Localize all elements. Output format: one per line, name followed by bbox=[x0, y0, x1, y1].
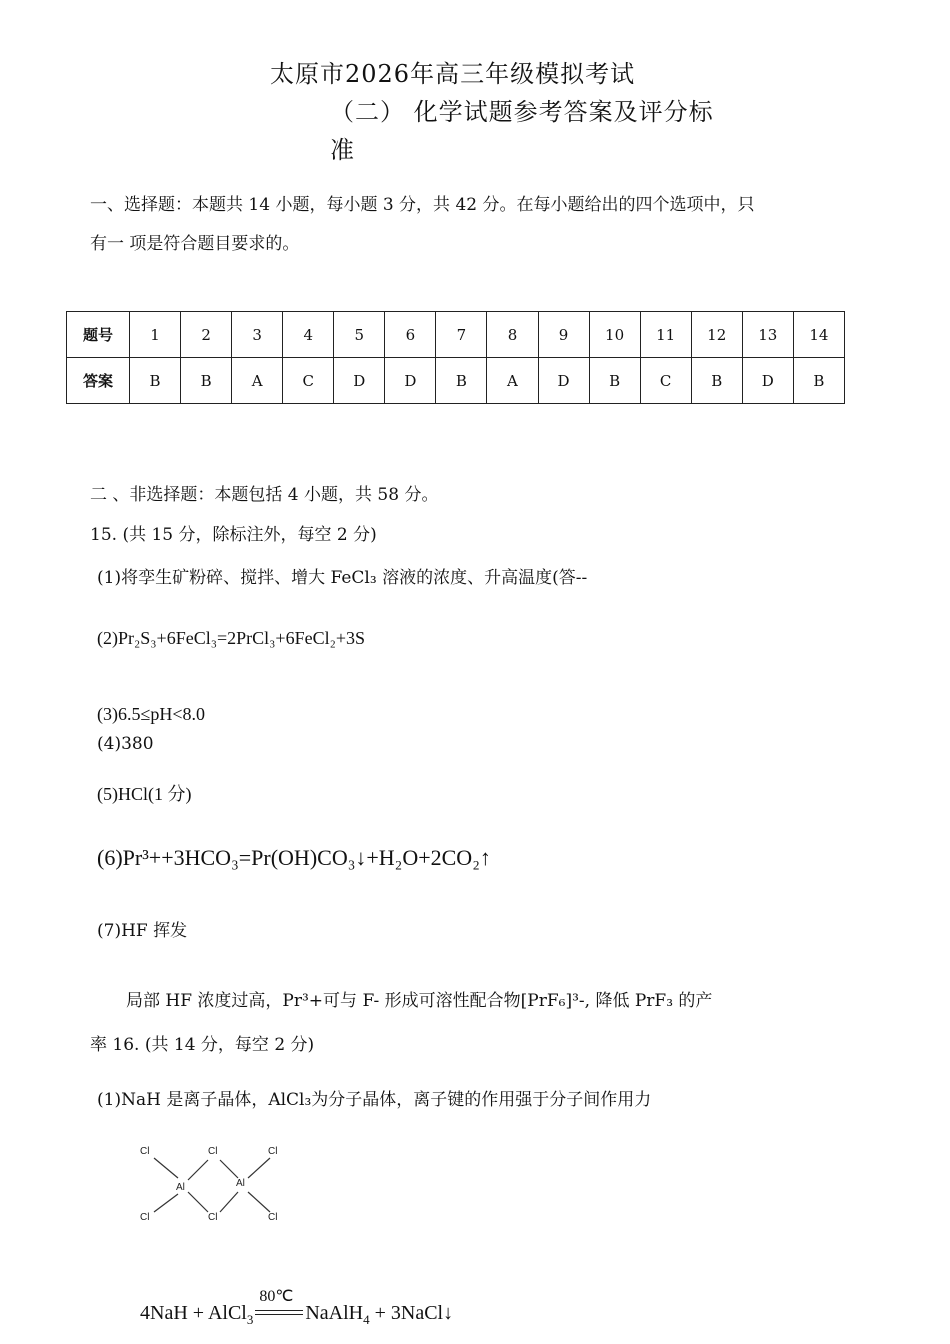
q15-answer-6: (6)Pr³++3HCO₃=Pr(OH)CO₃↓+H₂O+2CO₂↑ bbox=[97, 845, 491, 870]
equation-left-subscript: 3 bbox=[246, 1312, 254, 1327]
table-cell: 2 bbox=[181, 312, 232, 358]
equation-right: NaAlH bbox=[305, 1302, 364, 1324]
table-cell: B bbox=[436, 358, 487, 404]
section1-line1: 一、选择题：本题共 14 小题，每小题 3 分，共 42 分。在每小题给出的四个选项中，只 bbox=[90, 195, 755, 215]
table-cell: 9 bbox=[538, 312, 589, 358]
cl-label: Cl bbox=[140, 1146, 150, 1157]
table-cell: D bbox=[334, 358, 385, 404]
table-cell: D bbox=[385, 358, 436, 404]
equation-left: 4NaH + AlCl bbox=[140, 1302, 247, 1324]
table-header-answer: 答案 bbox=[67, 358, 130, 404]
table-cell: B bbox=[589, 358, 640, 404]
answer-table bbox=[66, 311, 845, 404]
table-cell: 14 bbox=[793, 312, 844, 358]
equation-right-subscript: 4 bbox=[363, 1312, 370, 1327]
cl-label: Cl bbox=[140, 1212, 150, 1223]
cl-label: Cl bbox=[208, 1212, 218, 1223]
table-cell: D bbox=[538, 358, 589, 404]
section2-heading: 二 、非选择题：本题包括 4 小题，共 58 分。 bbox=[90, 485, 439, 505]
table-cell: C bbox=[640, 358, 691, 404]
reaction-equation bbox=[140, 1288, 454, 1328]
q15-answer-2: (2)Pr₂S₃+6FeCl₃=2PrCl₃+6FeCl₂+3S bbox=[97, 628, 366, 648]
table-cell: 12 bbox=[691, 312, 742, 358]
table-cell: 6 bbox=[385, 312, 436, 358]
table-cell: B bbox=[691, 358, 742, 404]
q16-heading: 率 16. (共 14 分，每空 2 分) bbox=[90, 1035, 315, 1055]
table-cell: 10 bbox=[589, 312, 640, 358]
al2cl6-structure-diagram bbox=[130, 1138, 300, 1230]
al-label: Al bbox=[176, 1182, 185, 1193]
table-cell: D bbox=[742, 358, 793, 404]
q15-answer-7: (7)HF 挥发 bbox=[97, 921, 188, 941]
q15-heading: 15. (共 15 分，除标注外，每空 2 分) bbox=[90, 525, 377, 545]
table-cell: 5 bbox=[334, 312, 385, 358]
table-cell: A bbox=[487, 358, 538, 404]
q16-answer-1: (1)NaH 是离子晶体，AlCl₃为分子晶体，离子键的作用强于分子间作用力 bbox=[97, 1090, 652, 1110]
al-label: Al bbox=[236, 1178, 245, 1189]
equation-arrow bbox=[255, 1288, 303, 1324]
q15-answer-7-explanation: 局部 HF 浓度过高，Pr³+可与 F- 形成可溶性配合物[PrF₆]³-, 降低 PrF₃ 的产 bbox=[126, 991, 713, 1011]
table-header-number: 题号 bbox=[67, 312, 130, 358]
table-cell: 8 bbox=[487, 312, 538, 358]
table-cell: 1 bbox=[130, 312, 181, 358]
page-title-line2: （二） 化学试题参考答案及评分标 bbox=[330, 98, 714, 126]
page-title-line1: 太原市2026年高三年级模拟考试 bbox=[270, 60, 636, 88]
equation-right2: + 3NaCl↓ bbox=[369, 1302, 454, 1324]
q15-answer-4: (4)380 bbox=[97, 734, 154, 754]
table-cell: 13 bbox=[742, 312, 793, 358]
table-cell: B bbox=[181, 358, 232, 404]
q15-answer-3: (3)6.5≤pH<8.0 bbox=[97, 704, 206, 724]
q15-answer-1: (1)将孪生矿粉碎、搅拌、增大 FeCl₃ 溶液的浓度、升高温度(答-- bbox=[97, 568, 588, 588]
table-cell: A bbox=[232, 358, 283, 404]
page-title-line3: 准 bbox=[330, 136, 355, 164]
table-cell: B bbox=[130, 358, 181, 404]
q15-answer-5: (5)HCl(1 分) bbox=[97, 784, 192, 804]
table-row-answers bbox=[67, 358, 845, 404]
table-cell: C bbox=[283, 358, 334, 404]
table-cell: 4 bbox=[283, 312, 334, 358]
table-cell: 3 bbox=[232, 312, 283, 358]
cl-label: Cl bbox=[268, 1146, 278, 1157]
table-cell: 11 bbox=[640, 312, 691, 358]
table-cell: 7 bbox=[436, 312, 487, 358]
section1-line2: 有一 项是符合题目要求的。 bbox=[90, 234, 300, 254]
table-row-numbers bbox=[67, 312, 845, 358]
equation-condition: 80℃ bbox=[259, 1288, 294, 1306]
cl-label: Cl bbox=[208, 1146, 218, 1157]
table-cell: B bbox=[793, 358, 844, 404]
cl-label: Cl bbox=[268, 1212, 278, 1223]
